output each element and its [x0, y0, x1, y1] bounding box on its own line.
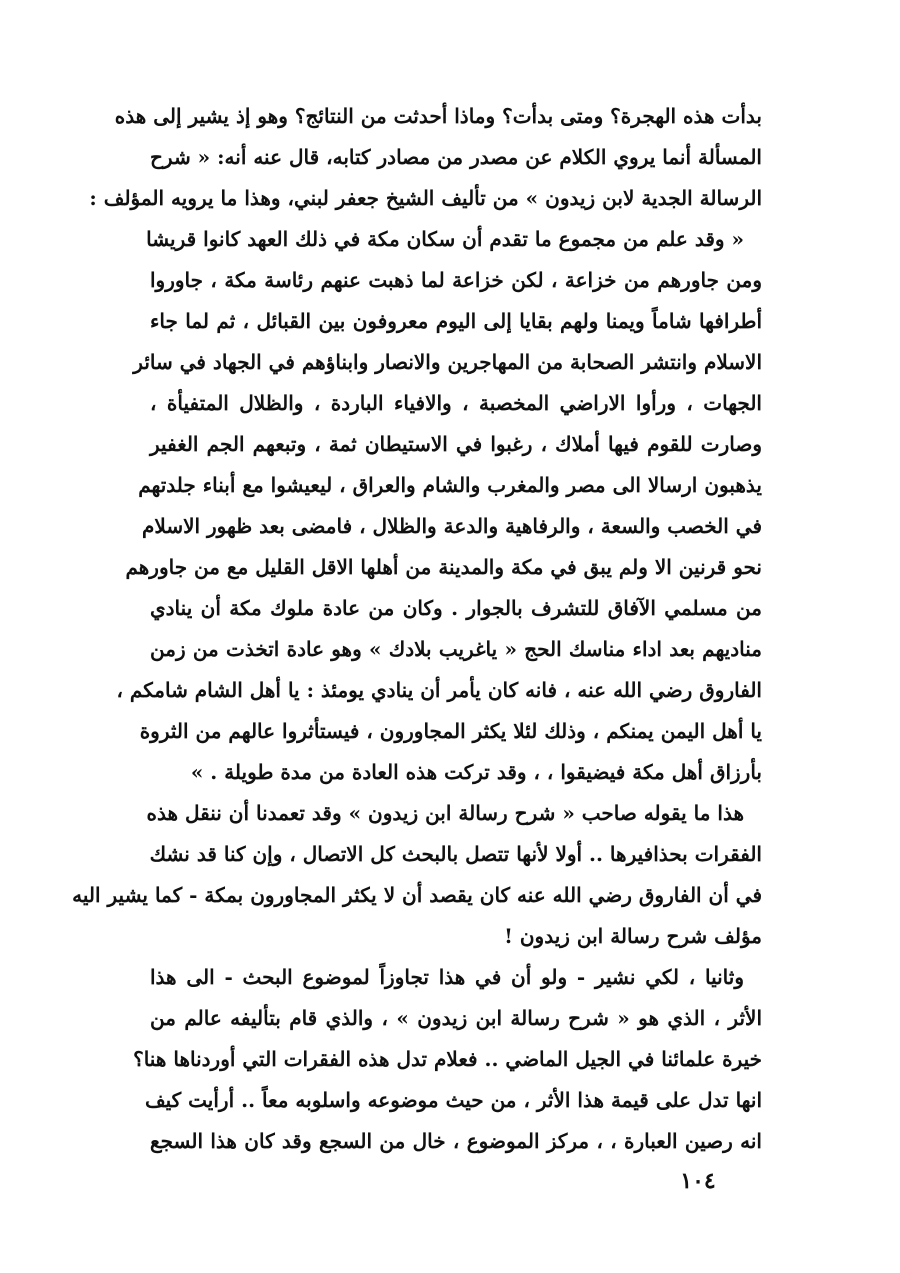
text-line: انه رصين العبارة ، ، مركز الموضوع ، خال من السجع وقد كان هذا السجع — [150, 1129, 762, 1153]
text-line: مؤلف شرح رسالة ابن زيدون ! — [504, 924, 762, 948]
text-line: أطرافها شاماً ويمنا ولهم بقايا إلى اليوم معروفون بين القبائل ، ثم لما جاء — [150, 309, 762, 333]
text-line: من مسلمي الآفاق للتشرف بالجوار . وكان من عادة ملوك مكة أن ينادي — [150, 596, 762, 620]
text-line: الأثر ، الذي هو « شرح رسالة ابن زيدون » ، والذي قام بتأليفه عالم من — [150, 1006, 762, 1030]
text-line: المسألة أنما يروي الكلام عن مصدر من مصادر كتابه، قال عنه أنه: « شرح — [150, 145, 762, 169]
page-number: ١٠٤ — [680, 1168, 716, 1194]
text-line: في الخصب والسعة ، والرفاهية والدعة والظلال ، فامضى بعد ظهور الاسلام — [142, 514, 762, 538]
text-line: انها تدل على قيمة هذا الأثر ، من حيث موضوعه واسلوبه معاً .. أرأيت كيف — [144, 1088, 762, 1112]
text-line: وصارت للقوم فيها أملاك ، رغبوا في الاستيطان ثمة ، وتبعهم الجم الغفير — [150, 432, 762, 456]
text-line: خيرة علمائنا في الجيل الماضي .. فعلام تدل هذه الفقرات التي أوردناها هنا؟ — [133, 1047, 762, 1071]
text-line: في أن الفاروق رضي الله عنه كان يقصد أن لا يكثر المجاورون بمكة - كما يشير اليه — [72, 883, 762, 907]
text-line: الجهات ، ورأوا الاراضي المخصبة ، والافياء الباردة ، والظلال المتفيأة ، — [150, 391, 762, 415]
text-line: بدأت هذه الهجرة؟ ومتى بدأت؟ وماذا أحدثت من النتائج؟ وهو إذ يشير إلى هذه — [114, 104, 762, 128]
text-line: هذا ما يقوله صاحب « شرح رسالة ابن زيدون » وقد تعمدنا أن ننقل هذه — [146, 801, 744, 825]
text-line: بأرزاق أهل مكة فيضيقوا ، ، وقد تركت هذه العادة من مدة طويلة . » — [190, 760, 762, 784]
text-line: يا أهل اليمن يمنكم ، وذلك لئلا يكثر المجاورون ، فيستأثروا عالهم من الثروة — [139, 719, 762, 743]
text-line: مناديهم بعد اداء مناسك الحج « ياغريب بلادك » وهو عادة اتخذت من زمن — [150, 637, 762, 661]
text-line: وثانيا ، لكي نشير - ولو أن في هذا تجاوزاً لموضوع البحث - الى هذا — [150, 965, 744, 989]
text-line: نحو قرنين الا ولم يبق في مكة والمدينة من أهلها الاقل القليل مع من جاورهم — [125, 555, 762, 579]
text-line: الفقرات بحذافيرها .. أولا لأنها تتصل بالبحث كل الاتصال ، وإن كنا قد نشك — [149, 842, 762, 866]
text-line: « وقد علم من مجموع ما تقدم أن سكان مكة في ذلك العهد كانوا قريشا — [146, 227, 744, 251]
text-line: الاسلام وانتشر الصحابة من المهاجرين والانصار وابناؤهم في الجهاد في سائر — [133, 350, 762, 374]
text-line: الفاروق رضي الله عنه ، فانه كان يأمر أن ينادي يومئذ : يا أهل الشام شامكم ، — [116, 678, 762, 702]
text-line: يذهبون ارسالا الى مصر والمغرب والشام والعراق ، ليعيشوا مع أبناء جلدتهم — [138, 473, 762, 497]
body-text — [72, 96, 762, 1162]
text-line: الرسالة الجدية لابن زيدون » من تأليف الشيخ جعفر لبني، وهذا ما يرويه المؤلف : — [89, 186, 762, 210]
text-line: ومن جاورهم من خزاعة ، لكن خزاعة لما ذهبت عنهم رئاسة مكة ، جاوروا — [150, 268, 762, 292]
